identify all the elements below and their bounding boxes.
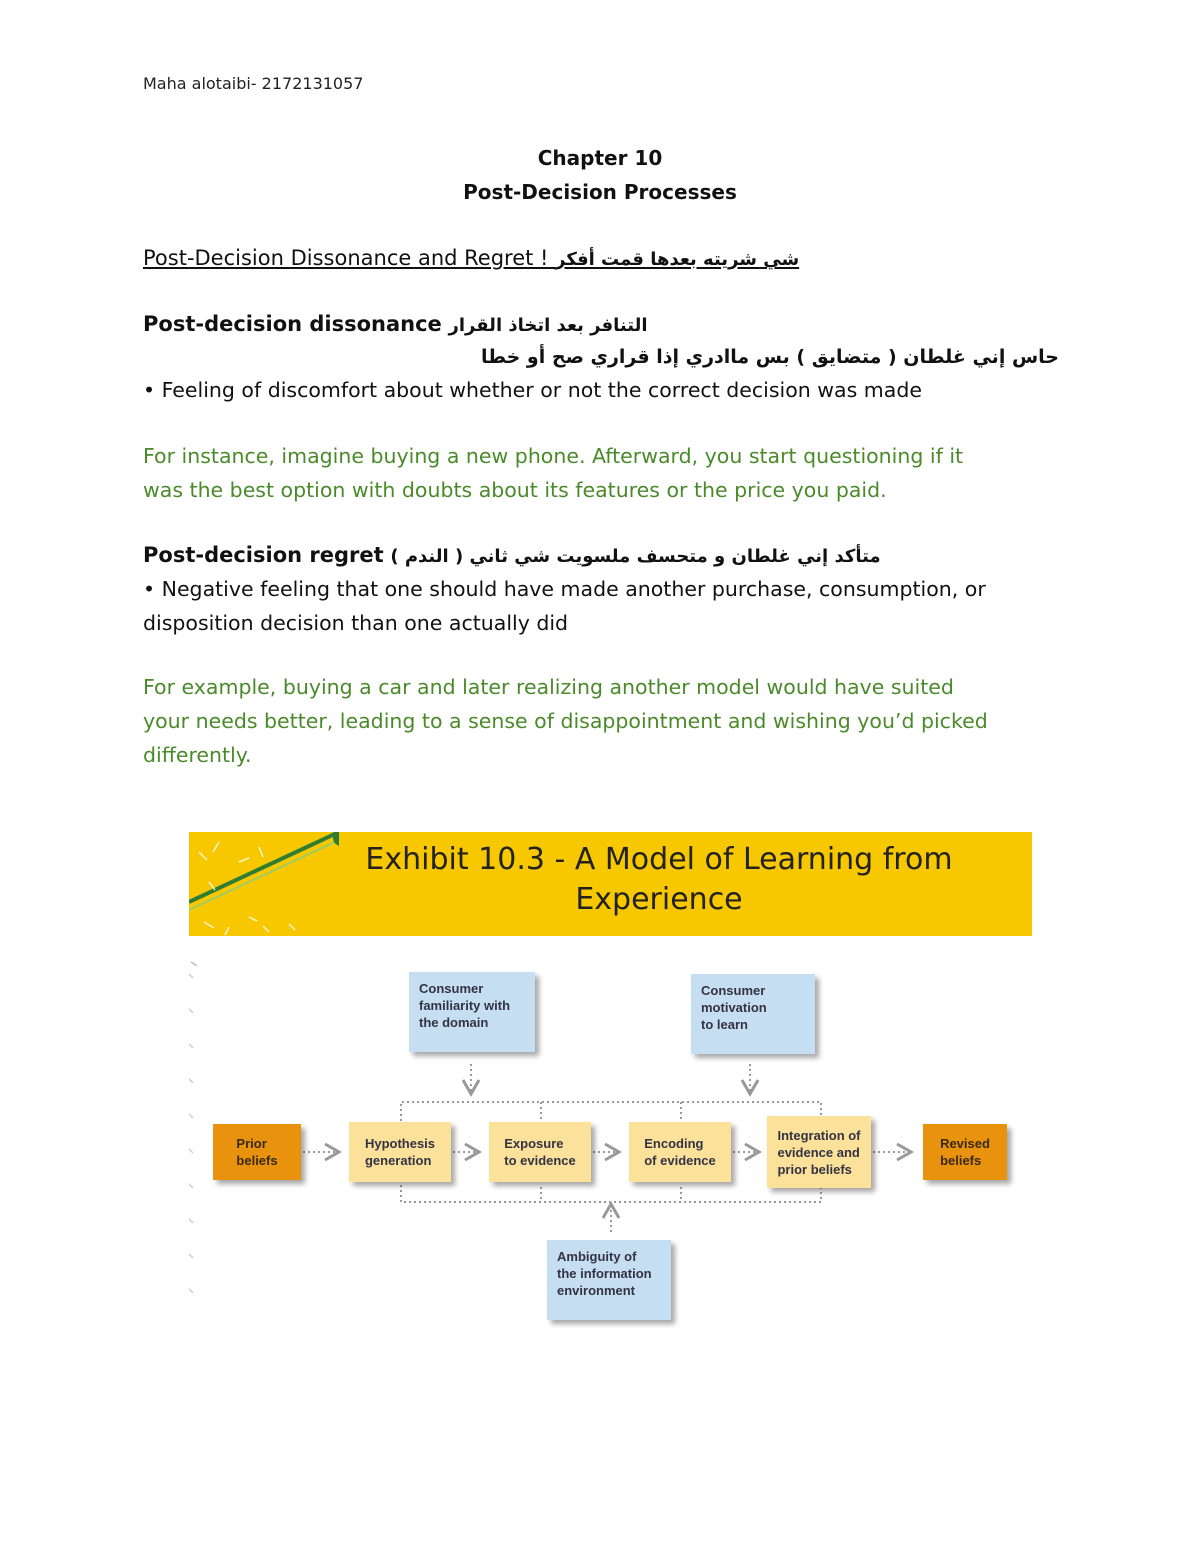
box-prior-beliefs [213,1124,301,1180]
chapter-title: Post-Decision Processes [463,180,737,204]
regret-term: Post-decision regret [143,543,384,567]
box-text: Exposure [504,1136,564,1151]
box-text: environment [557,1283,636,1298]
box-text: generation [364,1153,432,1168]
box-text: the information [557,1266,652,1281]
box-text: Consumer [701,983,766,998]
exhibit-title-1: Exhibit 10.3 - A Model of Learning from [365,842,953,877]
exhibit-title-2: Experience [575,882,743,917]
box-text: Integration of [777,1127,861,1143]
box-text-group [365,1135,435,1169]
regret-term-ar: متأكد إني غلطان و متحسف ملسويت شي ثاني ( الندم ) [390,546,881,567]
author-header: Maha alotaibi- 2172131057 [143,74,364,93]
regret-definition-1: • Negative feeling that one should have made another purchase, consumption, or [143,577,986,601]
box-text-group [504,1135,576,1169]
box-text: Encoding [644,1136,704,1151]
box-text: motivation [701,1000,767,1015]
box-text: Consumer [419,981,484,996]
dissonance-term-ar: التنافر بعد اتخاذ القرار [448,315,648,336]
box-text-group [236,1135,277,1169]
box-text: to evidence [504,1153,576,1168]
box-text: Prior [236,1136,267,1151]
regret-example-1: For example, buying a car and later realizing another model would have suited [143,675,954,699]
box-revised-beliefs [923,1124,1007,1180]
box-exposure-to-evidence [489,1122,591,1182]
box-consumer-motivation [691,974,815,1054]
regret-example-2: your needs better, leading to a sense of disappointment and wishing you’d picked [143,709,988,733]
section-heading-ar: شي شريته بعدها قمت أفكر [555,249,800,270]
box-consumer-familiarity [409,972,535,1052]
chapter-number: Chapter 10 [537,146,663,170]
section-heading-en: Post-Decision Dissonance and Regret ! [143,246,549,270]
dissonance-term-line [143,312,648,336]
exhibit-figure [189,832,1032,1332]
box-text: beliefs [236,1153,278,1168]
dissonance-note-ar: حاس إني غلطان ( متضايق ) بس ماادري إذا قراري صح أو خطا [480,346,1059,368]
dissonance-example-1: For instance, imagine buying a new phone. Afterward, you start questioning if it [143,444,964,468]
box-integration [767,1116,871,1188]
box-text: prior beliefs [777,1161,852,1177]
box-hypothesis-generation [349,1122,451,1182]
box-text: Revised [940,1136,990,1151]
box-text: beliefs [940,1153,982,1168]
dissonance-term: Post-decision dissonance [143,312,442,336]
section-heading [143,246,799,270]
regret-definition-2: disposition decision than one actually did [143,611,569,635]
regret-term-line [143,543,881,567]
regret-example-3: differently. [143,743,252,767]
box-text-group [644,1135,716,1169]
box-text: Hypothesis [364,1136,436,1151]
box-text: familiarity with [419,998,511,1013]
dissonance-definition: • Feeling of discomfort about whether or not the correct decision was made [143,378,922,402]
box-text: of evidence [644,1153,716,1168]
dissonance-example-2: was the best option with doubts about its features or the price you paid. [143,478,887,502]
box-encoding-of-evidence [629,1122,731,1182]
box-text: the domain [419,1015,489,1030]
box-text-group [940,1135,990,1169]
box-ambiguity [547,1240,671,1320]
box-text: to learn [701,1017,748,1032]
box-text-group [777,1127,860,1178]
box-text: evidence and [777,1144,860,1160]
box-text: Ambiguity of [557,1249,637,1264]
